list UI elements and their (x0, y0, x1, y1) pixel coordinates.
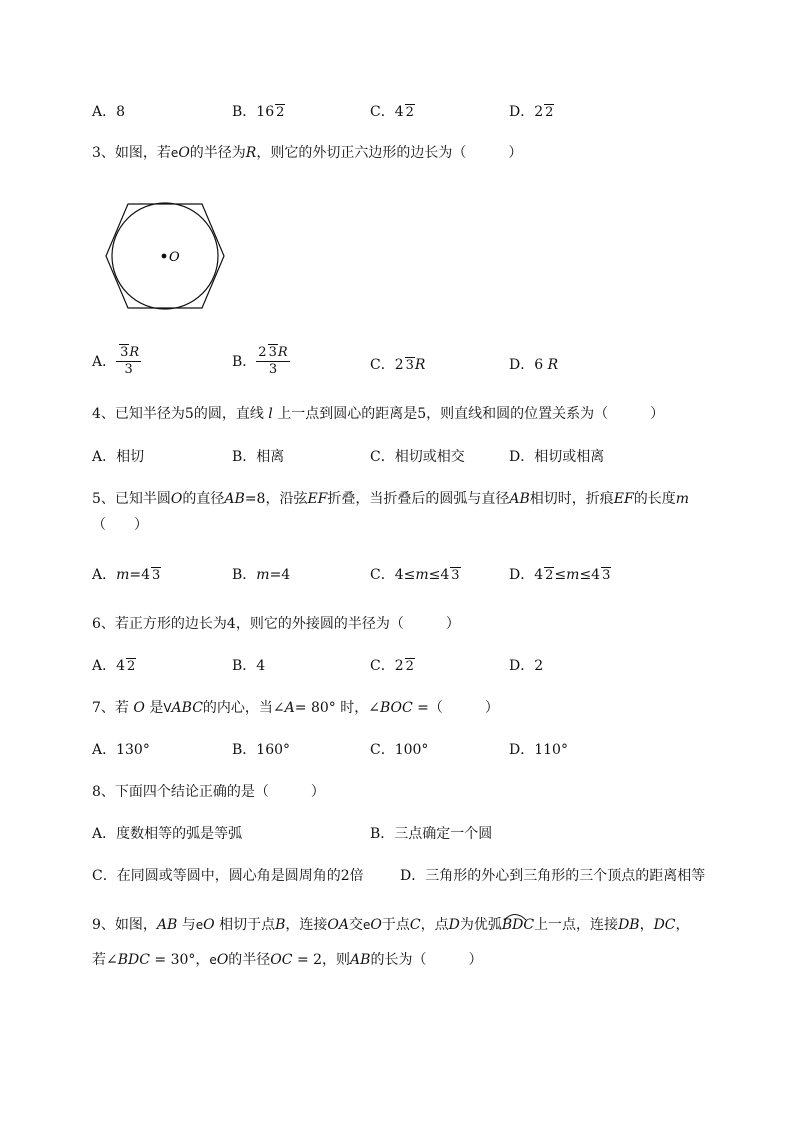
q2-option-c: C．4 2 (370, 104, 414, 120)
q2-option-a: A．8 (92, 104, 126, 120)
q8-option-d: D．三角形的外心到三角形的三个顶点的距离相等 (400, 868, 706, 884)
center-point (162, 254, 167, 259)
q4-option-d: D．相切或相离 (509, 449, 605, 465)
q5-question: 5、已知半圆O的直径AB=8，沿弦EF折叠，当折叠后的圆弧与直径AB相切时，折痕EF的长度m (92, 491, 690, 507)
q2-option-d: D．2 2 (509, 104, 554, 120)
q4-option-b: B．相离 (232, 449, 285, 465)
q5-option-d: D．4 2≤m≤4 3 (509, 567, 611, 583)
q3-option-c: C．2 3R (370, 357, 426, 373)
q6-option-b: B．4 (232, 658, 266, 674)
q8-option-b: B．三点确定一个圆 (370, 826, 493, 842)
q3-option-a: A． $\frac{3R}{3}$ (92, 345, 140, 377)
q7-option-a: A．130° (92, 742, 150, 758)
q7-option-b: B．160° (232, 742, 291, 758)
sqrt-symbol: 2 (545, 105, 554, 120)
q3-question: 3、如图，若eO的半径为R，则它的外切正六边形的边长为（ ） (92, 145, 523, 161)
q9-question-line1: 9、如图，AB 与eO 相切于点B，连接OA交eO于点C，点D为优弧BDC 上一点，连接DB，DC， (92, 914, 690, 934)
center-label: O (169, 250, 180, 265)
q7-option-c: C．100° (370, 742, 429, 758)
q5-option-c: C．4≤m≤4 3 (370, 567, 460, 583)
sqrt-symbol: 2 (405, 105, 414, 120)
q5-option-a: A．m=4 3 (92, 567, 161, 583)
q8-question: 8、下面四个结论正确的是（ ） (92, 784, 325, 800)
q6-option-d: D．2 (509, 658, 544, 674)
q6-option-c: C．2 2 (370, 658, 414, 674)
q3-option-b: B． $\frac{2 3R}{3}$ (232, 345, 288, 377)
q8-option-a: A．度数相等的弧是等弧 (92, 826, 243, 842)
sqrt-symbol: 2 (276, 105, 285, 120)
q6-question: 6、若正方形的边长为4，则它的外接圆的半径为（ ） (92, 616, 460, 632)
q6-option-a: A．4 2 (92, 658, 136, 674)
q3-figure-hexagon-circle (100, 200, 230, 312)
q4-option-a: A．相切 (92, 449, 145, 465)
q5-option-b: B．m=4 (232, 567, 291, 583)
q8-option-c: C．在同圆或等圆中，圆心角是圆周角的2倍 (92, 868, 364, 884)
q4-question: 4、已知半径为5的圆，直线 l 上一点到圆心的距离是5，则直线和圆的位置关系为（ ） (92, 406, 665, 422)
q3-option-d: D．6 R (509, 357, 559, 373)
arc-mark-icon (502, 911, 528, 921)
q9-question-line2: 若∠BDC = 30°，eO的半径OC = 2，则AB的长为（ ） (92, 952, 483, 968)
q7-option-d: D．110° (509, 742, 568, 758)
q4-option-c: C．相切或相交 (370, 449, 465, 465)
q7-question: 7、若 O 是VABC的内心，当∠A= 80° 时，∠BOC =（ ） (92, 700, 499, 716)
arc-bdc: BDC (502, 917, 534, 933)
q5-question-bracket: （ ） (92, 517, 148, 533)
q2-option-b: B．16 2 (232, 104, 285, 120)
